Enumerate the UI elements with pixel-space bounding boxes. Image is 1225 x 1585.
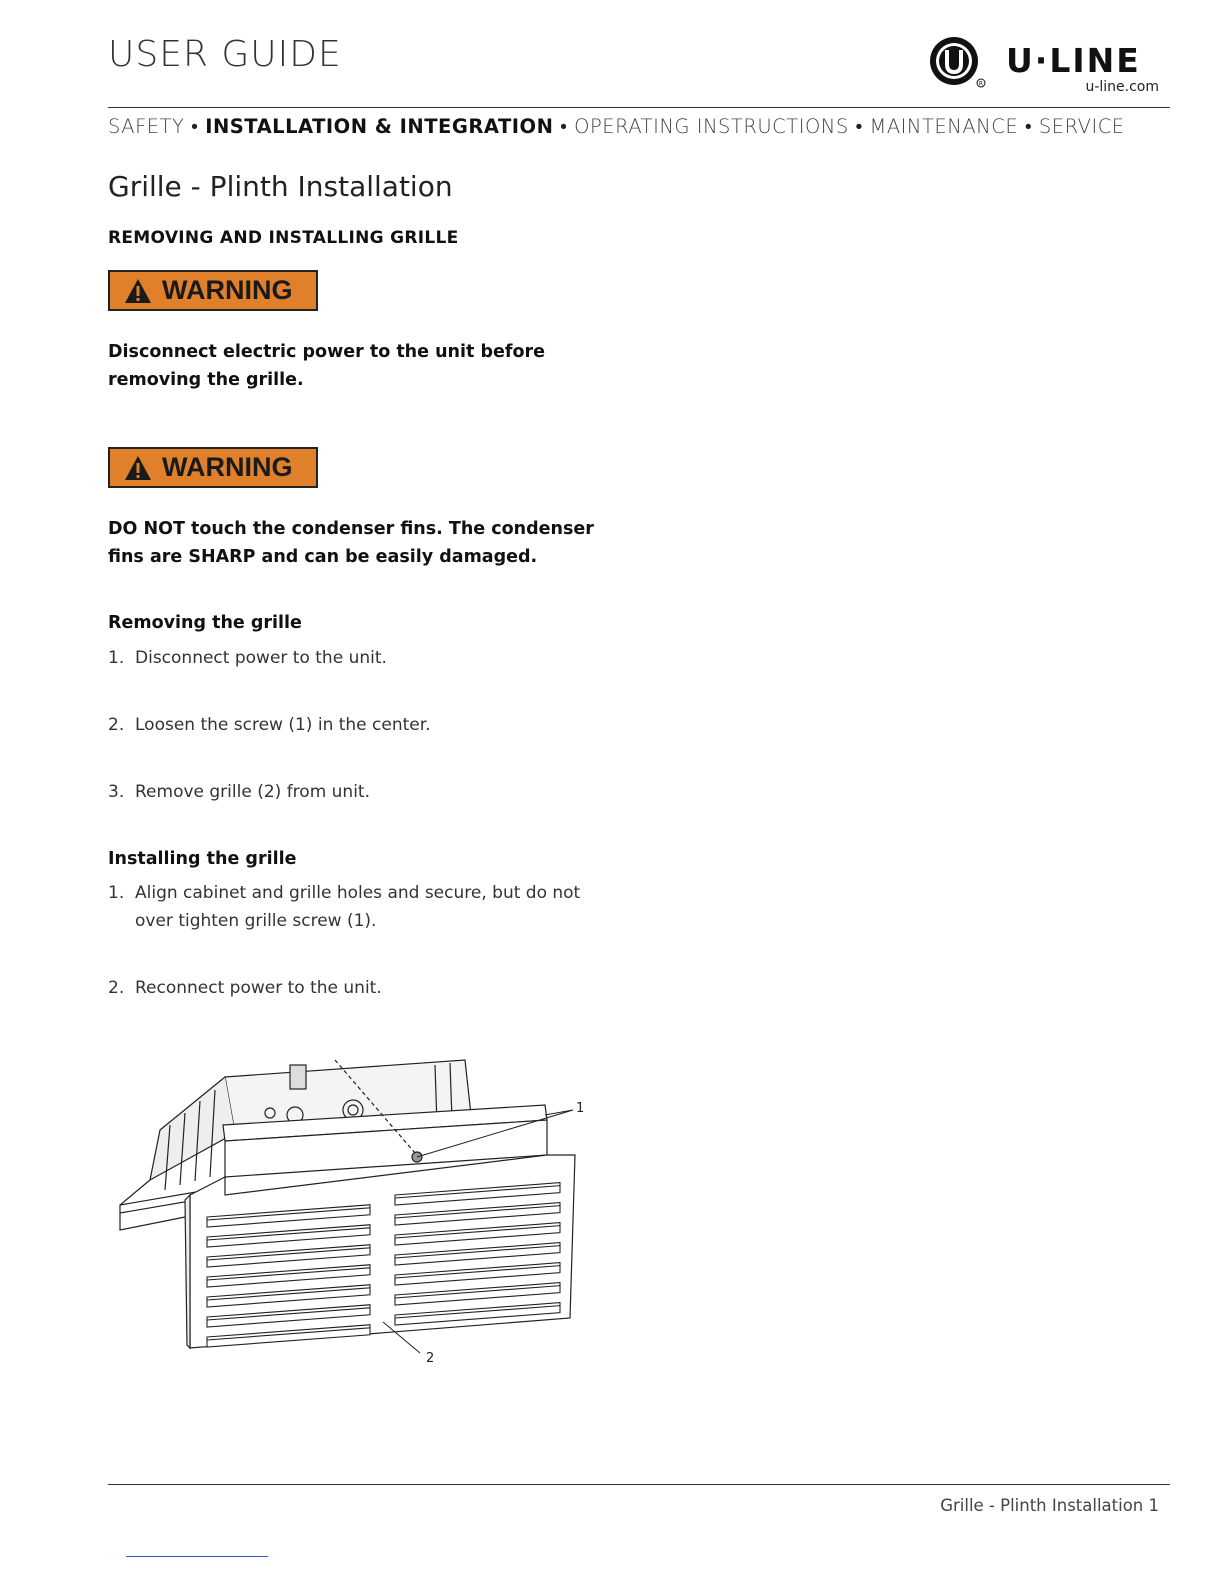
- step-text: [135, 879, 628, 935]
- nav-separator: •: [560, 115, 568, 138]
- nav-separator: •: [855, 115, 863, 138]
- section-breadcrumb: [108, 115, 1170, 139]
- nav-operating-instructions: OPERATING INSTRUCTIONS: [574, 115, 849, 138]
- brand-url[interactable]: u-line.com: [1085, 79, 1159, 95]
- warning-text-line: DO NOT touch the condenser fins. The condenser: [108, 519, 594, 539]
- step-text-line: Align cabinet and grille holes and secure, but do not: [135, 883, 581, 903]
- nav-safety: SAFETY: [108, 115, 185, 138]
- step-text: Loosen the screw (1) in the center.: [135, 715, 431, 735]
- nav-separator: •: [191, 115, 199, 138]
- warning-badge: [108, 270, 318, 311]
- removing-heading: Removing the grille: [108, 613, 302, 633]
- warning-text-line: Disconnect electric power to the unit before: [108, 342, 546, 362]
- list-item: [108, 644, 628, 672]
- warning-label: WARNING: [162, 275, 293, 305]
- nav-service: SERVICE: [1038, 115, 1125, 138]
- step-number: 1.: [108, 648, 125, 668]
- warning-text-line: removing the grille.: [108, 370, 304, 390]
- installing-heading: Installing the grille: [108, 849, 297, 869]
- list-item: [108, 879, 628, 935]
- warning-text: [108, 515, 628, 571]
- nav-installation-integration: INSTALLATION & INTEGRATION: [205, 115, 554, 138]
- document-title: USER GUIDE: [108, 34, 342, 75]
- step-text: Disconnect power to the unit.: [135, 648, 387, 668]
- warning-text-line: fins are SHARP and can be easily damaged.: [108, 547, 538, 567]
- list-item: [108, 974, 628, 1002]
- step-number: 2.: [108, 978, 125, 998]
- brand-wordmark: U·LINE: [1006, 41, 1141, 80]
- warning-text: [108, 338, 628, 394]
- step-number: 1.: [108, 883, 125, 903]
- warning-label: WARNING: [162, 452, 293, 482]
- svg-text:R: R: [978, 80, 984, 88]
- footer-page-label: Grille - Plinth Installation 1: [940, 1496, 1159, 1515]
- step-text-line: over tighten grille screw (1).: [135, 911, 377, 931]
- list-item: [108, 778, 628, 806]
- section-title: Grille - Plinth Installation: [108, 170, 453, 203]
- subheading: REMOVING AND INSTALLING GRILLE: [108, 228, 459, 248]
- warning-triangle-icon: [124, 455, 152, 481]
- header-divider: [108, 107, 1170, 108]
- callout-2: 2: [426, 1351, 435, 1366]
- link-underline[interactable]: [126, 1556, 268, 1557]
- nav-separator: •: [1024, 115, 1033, 138]
- step-text: Reconnect power to the unit.: [135, 978, 382, 998]
- callout-1: 1: [576, 1101, 585, 1116]
- step-text: Remove grille (2) from unit.: [135, 782, 370, 802]
- step-number: 2.: [108, 715, 125, 735]
- list-item: [108, 711, 628, 739]
- grille-diagram: [115, 1055, 595, 1375]
- warning-triangle-icon: [124, 278, 152, 304]
- footer-divider: [108, 1484, 1170, 1485]
- step-number: 3.: [108, 782, 125, 802]
- nav-maintenance: MAINTENANCE: [869, 115, 1019, 138]
- warning-badge: [108, 447, 318, 488]
